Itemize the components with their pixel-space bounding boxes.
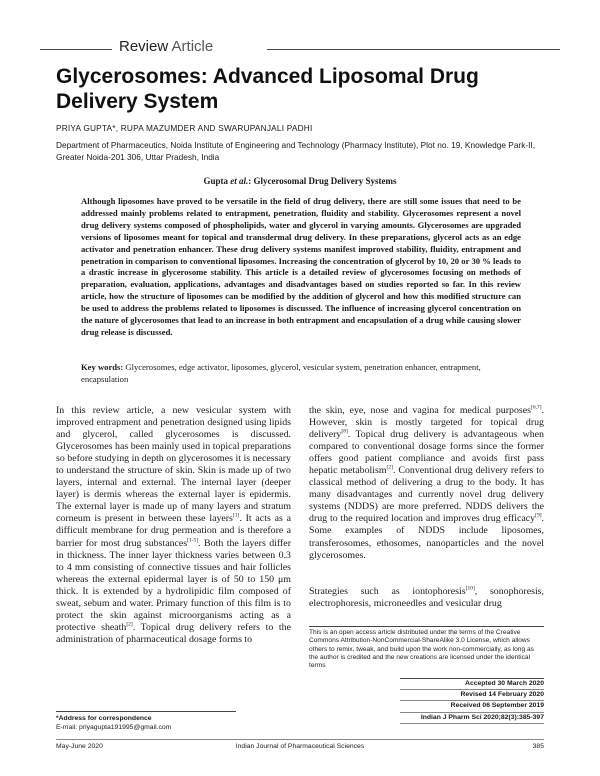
article-title: Glycerosomes: Advanced Liposomal Drug Delivery System <box>56 65 479 113</box>
citation-line: Indian J Pharm Sci 2020;82(3):385-397 <box>400 713 544 724</box>
citation-ref: [6,7] <box>530 404 542 411</box>
section-word: Article <box>171 38 214 55</box>
running-head-title: : Glycerosomal Drug Delivery Systems <box>248 176 397 186</box>
citation-ref: [1-5] <box>187 537 199 544</box>
body-text: , sonophoresis, electrophoresis, microneedles and vesicular drug <box>309 586 544 610</box>
citation-ref: [2] <box>126 621 133 628</box>
correspondence-label: *Address for correspondence <box>56 715 152 722</box>
keywords-text: Glycerosomes, edge activator, liposomes, glycerol, vesicular system, penetration enhancer, entrapment, encapsulation <box>81 362 481 384</box>
body-text: . Topical drug delivery is advantageous when compared to conventional dosage forms since the former offers good patient compliance and avoids first pass hepatic metabolism <box>309 429 544 477</box>
keywords <box>81 362 521 385</box>
body-paragraph <box>309 405 544 562</box>
citation-ref: [2] <box>386 464 393 471</box>
body-text: . Both the layers differ in thickness. The inner layer thickness varies between 0.3 to 4 mm consisting of connective tissues and hair follicles whereas the external epidermal layer is of 50 to 150 μm thick. It is extended by a hydrolipidic film composed of sweat, sebum and water. Primary function of this film is to protect the skin against microorganisms acting as a protective sheath <box>56 537 291 633</box>
author-list: PRIYA GUPTA*, RUPA MAZUMDER AND SWARUPANJALI PADHI <box>56 123 313 133</box>
running-head <box>0 176 600 186</box>
license-note: This is an open access article distributed under the terms of the Creative Commons Attribution-NonCommercial-ShareAlike 3.0 License, which allows others to remix, tweak, and build upon the work non-commercially, as long as the author is credited and the new creations are licensed under the identical terms <box>309 626 544 670</box>
body-text: . It acts as a difficult membrane for drug permeation and is therefore a barrier for most drug substances <box>56 513 291 549</box>
section-tag <box>40 38 560 60</box>
accepted-date: Accepted 30 March 2020 <box>400 679 544 690</box>
body-text: . However, skin is mostly targeted for topical drug delivery <box>309 405 544 441</box>
body-text: In this review article, a new vesicular system with improved entrapment and penetration designed using lipids and glycerol, called glycerosomes is discussed. Glycerosomes has been mainly used in topical preparations so before studying in depth on glycerosomes it is necessary to understand the structure of skin. Skin is made up of two layers, internal and external. The internal layer (deeper layer) is dermis whereas the external layer is epidermis. The external layer is made up of many layers and stratum corneum is present in between these layers <box>56 405 291 525</box>
citation-ref: [9] <box>535 513 542 520</box>
affiliation: Department of Pharmaceutics, Noida Institute of Engineering and Technology (Pharmacy Institute), Plot no. 19, Knowledge Park-II, Greater Noida-201 306, Uttar Pradesh, India <box>56 140 536 162</box>
publication-dates <box>400 678 544 724</box>
page-footer <box>56 739 544 750</box>
section-word: Review <box>119 38 169 55</box>
body-paragraph <box>309 586 544 610</box>
body-paragraph <box>56 405 291 646</box>
correspondence <box>56 711 236 732</box>
keywords-label: Key words: <box>81 362 124 372</box>
divider <box>267 49 560 50</box>
body-text: . Some examples of NDDS include liposomes, transferosomes, ethosomes, nanoparticles and the novel glycerosomes. <box>309 513 544 561</box>
body-text: Strategies such as iontophoresis <box>309 586 466 597</box>
running-head-author: Gupta <box>203 176 228 186</box>
body-text: . Conventional drug delivery refers to classical method of delivering a drug to the body. It has many disadvantages and currently novel drug delivery systems (NDDS) are more preferred. NDDS delivers the drug to the required location and improves drug efficacy <box>309 465 544 525</box>
issue-date: May-June 2020 <box>56 743 103 750</box>
body-text: . Topical drug delivery refers to the administration of pharmaceutical dosage forms to <box>56 621 291 645</box>
page-number: 385 <box>532 743 544 750</box>
received-date: Received 06 September 2019 <box>400 701 544 712</box>
revised-date: Revised 14 February 2020 <box>400 690 544 701</box>
divider <box>40 49 112 50</box>
citation-ref: [1] <box>232 513 240 520</box>
citation-ref: [10] <box>465 585 475 592</box>
citation-ref: [8] <box>341 428 348 435</box>
section-label <box>119 38 213 55</box>
body-text: the skin, eye, nose and vagina for medical purposes <box>309 405 531 416</box>
correspondence-email: E-mail: priyagupta191995@gmail.com <box>56 724 172 731</box>
journal-name: Indian Journal of Pharmaceutical Sciences <box>235 743 365 750</box>
abstract: Although liposomes have proved to be versatile in the field of drug delivery, there are still some issues that need to be addressed mainly problems related to entrapment, penetration, fluidity and stability. Glycerosomes represent a novel drug delivery systems composed of phospholipids, water and glycerol in varying amounts. Glycerosomes are upgraded versions of liposomes meant for topical and transdermal drug delivery. In these preparations, glycerol acts as an edge activator and penetration enhancer. These drug delivery systems manifest improved stability, fluidity, entrapment and penetration in comparison to conventional liposomes. Increasing the concentration of glycerol by 10, 20 or 30 % leads to a drastic increase in glycerosome stability. This article is a detailed review of glycerosomes focusing on methods of preparation, evaluation, applications, advantages and disadvantages based on studies reported so far. In this review article, how the structure of liposomes can be modified by the addition of glycerol and how this modified structure can be used to address the problems related to liposomes is discussed. The influence of increasing glycerol concentration on the nature of glycerosomes that lead to an increase in both entrapment and encapsulation of a drug while causing slower drug release is discussed. <box>81 196 521 337</box>
running-head-etal: et al. <box>230 176 249 186</box>
